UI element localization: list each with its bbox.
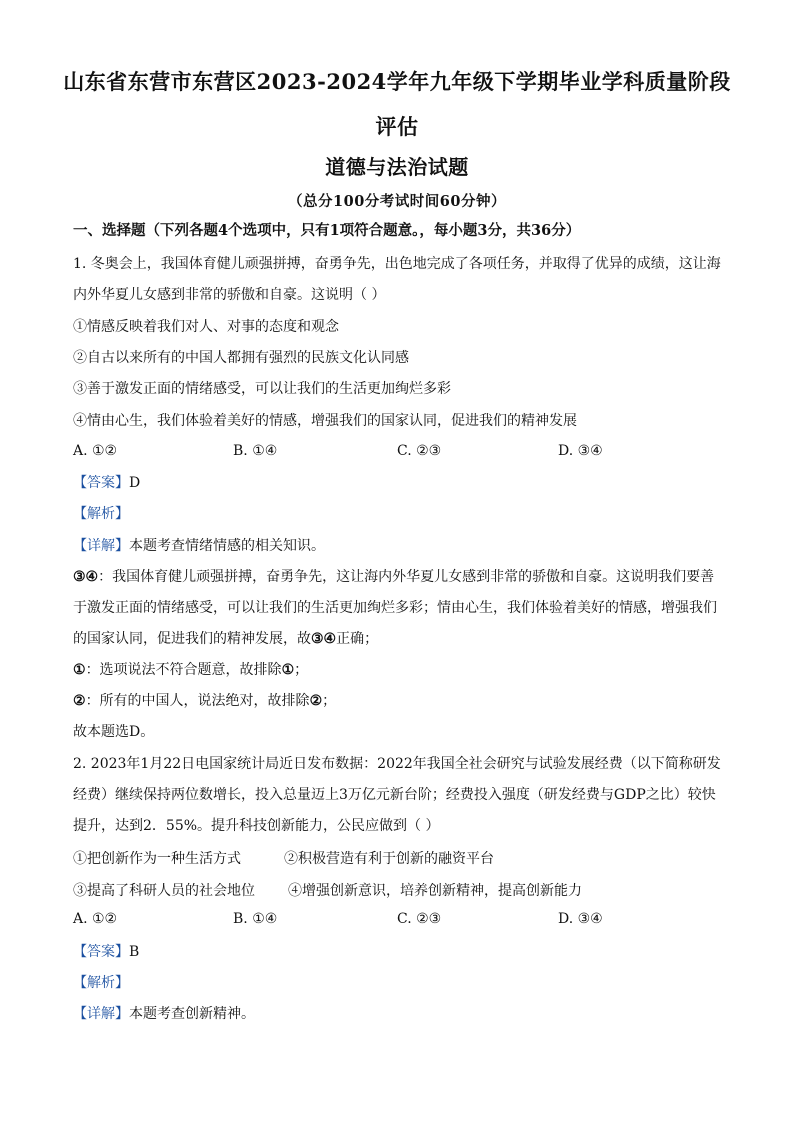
explanation-text: ：我国体育健儿顽强拼搏，奋勇争先，这让海内外华夏儿女感到非常的骄傲和自豪。这说明我们要善 — [98, 569, 715, 585]
section-heading: 一、选择题（下列各题4个选项中，只有1项符合题意。，每小题3分，共36分） — [73, 222, 581, 239]
q1-stem-line2: 内外华夏儿女感到非常的骄傲和自豪。这说明（ ） — [73, 287, 386, 303]
q1-analysis-tag — [73, 505, 129, 523]
q2-item-4: ④增强创新意识，培养创新精神，提高创新能力 — [288, 883, 582, 899]
q1-explanation-line2: 于激发正面的情绪感受，可以让我们的生活更加绚烂多彩；情由心生，我们体验着美好的情感，增强我们 — [73, 600, 717, 616]
document-title-continued: 评估 — [375, 114, 419, 139]
analysis-tag: 【解析】 — [73, 975, 129, 991]
q2-analysis-tag — [73, 974, 129, 992]
answer-value: B — [129, 944, 140, 960]
q1-explanation-line1 — [73, 568, 714, 586]
q1-option-b: B. ①④ — [233, 443, 278, 459]
q2-option-d: D. ③④ — [558, 911, 603, 927]
q1-stem-line1: 1. 冬奥会上，我国体育健儿顽强拼搏，奋勇争先，出色地完成了各项任务，并取得了优异的成绩，这让海 — [73, 256, 721, 272]
subject-title: 道德与法治试题 — [325, 155, 469, 179]
detail-text: 本题考查情绪情感的相关知识。 — [129, 538, 325, 554]
answer-value: D — [129, 475, 141, 491]
q1-item-1: ①情感反映着我们对人、对事的态度和观念 — [73, 319, 339, 335]
q2-item-3: ③提高了科研人员的社会地位 — [73, 883, 255, 899]
q1-detail — [73, 537, 325, 555]
explanation-key: ② — [73, 693, 86, 709]
explanation-key: ① — [73, 662, 86, 678]
q1-answer — [73, 474, 140, 492]
explanation-key: ① — [281, 662, 295, 678]
detail-tag: 【详解】 — [73, 1006, 129, 1022]
q1-explanation-line3 — [73, 630, 378, 648]
q2-stem-line2: 经费）继续保持两位数增长，投入总量迈上3万亿元新台阶；经费投入强度（研发经费与GDP之比）较快 — [73, 787, 716, 803]
q1-explanation-exclude-2 — [73, 692, 336, 710]
q1-item-2: ②自古以来所有的中国人都拥有强烈的民族文化认同感 — [73, 350, 409, 366]
q2-detail — [73, 1005, 255, 1023]
detail-tag: 【详解】 — [73, 538, 129, 554]
q1-option-d: D. ③④ — [558, 443, 603, 459]
q1-conclusion: 故本题选D。 — [73, 724, 155, 740]
q2-option-a: A. ①② — [73, 911, 118, 927]
explanation-text: 的国家认同，促进我们的精神发展，故 — [73, 631, 311, 647]
q2-answer — [73, 943, 139, 961]
explanation-key: ② — [309, 693, 323, 709]
q2-item-2: ②积极营造有利于创新的融资平台 — [284, 851, 494, 867]
q1-option-c: C. ②③ — [397, 443, 442, 459]
q1-explanation-exclude-1 — [73, 661, 308, 679]
analysis-tag: 【解析】 — [73, 506, 129, 522]
explanation-text: ； — [294, 662, 309, 678]
explanation-text: ：所有的中国人，说法绝对，故排除 — [85, 693, 310, 709]
answer-tag: 【答案】 — [73, 944, 129, 960]
q1-item-3: ③善于激发正面的情绪感受，可以让我们的生活更加绚烂多彩 — [73, 381, 451, 397]
q2-stem-line3: 提升，达到2．55%。提升科技创新能力，公民应做到（ ） — [73, 818, 440, 834]
q1-item-4: ④情由心生，我们体验着美好的情感，增强我们的国家认同，促进我们的精神发展 — [73, 413, 577, 429]
q2-option-c: C. ②③ — [397, 911, 442, 927]
q2-option-b: B. ①④ — [233, 911, 278, 927]
answer-tag: 【答案】 — [73, 475, 129, 491]
explanation-text: ：选项说法不符合题意，故排除 — [85, 662, 282, 678]
explanation-key: ③④ — [311, 631, 337, 647]
explanation-text: 正确； — [336, 631, 379, 647]
q2-item-1: ①把创新作为一种生活方式 — [73, 851, 241, 867]
detail-text: 本题考查创新精神。 — [129, 1006, 255, 1022]
q1-option-a: A. ①② — [73, 443, 118, 459]
document-title: 山东省东营市东营区2023-2024学年九年级下学期毕业学科质量阶段 — [63, 69, 731, 94]
exam-meta: （总分100分考试时间60分钟） — [288, 193, 506, 210]
explanation-key: ③④ — [73, 569, 99, 585]
explanation-text: ； — [322, 693, 337, 709]
q2-stem-line1: 2. 2023年1月22日电国家统计局近日发布数据：2022年我国全社会研究与试验发展经费（以下简称研发 — [73, 756, 721, 772]
